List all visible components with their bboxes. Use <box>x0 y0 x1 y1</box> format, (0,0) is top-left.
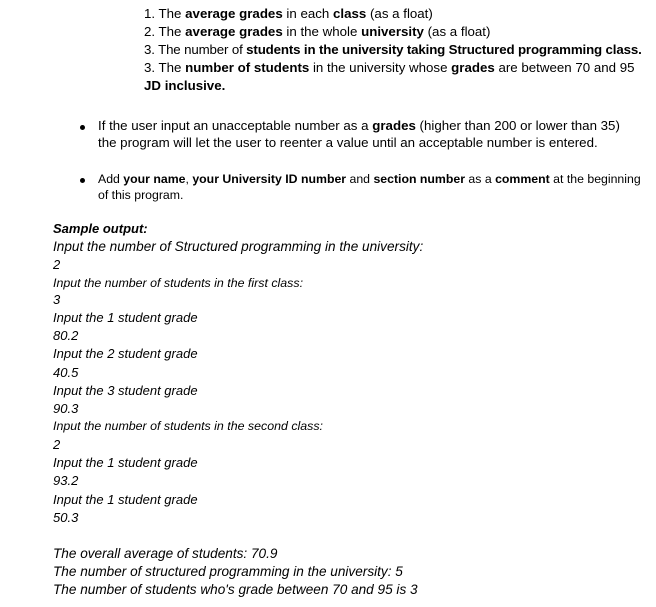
text-run: in the whole <box>282 24 362 39</box>
bold-text-run: your University ID number <box>192 172 347 186</box>
result-grade-range-count: The number of students who's grade between 70 and 95 is 3 <box>53 582 418 597</box>
bold-text-run: average grades <box>185 6 283 21</box>
text-run: 1. The <box>144 6 186 21</box>
text-run: If the user input an unacceptable number as a <box>98 118 373 133</box>
text-run: , <box>185 172 193 186</box>
text-run: and <box>346 172 374 186</box>
numbered-item-4 <box>144 59 635 77</box>
sample-line: 50.3 <box>53 510 79 525</box>
text-run: 2. The <box>144 24 186 39</box>
result-structured-count: The number of structured programming in the university: 5 <box>53 564 403 579</box>
text-run: (as a float) <box>366 6 433 21</box>
sample-line: Input the number of Structured programming in the university: <box>53 239 424 254</box>
bold-text-run: university <box>361 24 424 39</box>
sample-line: Input the number of students in the second class: <box>53 419 324 433</box>
sample-line: 2 <box>53 437 61 452</box>
text-run: 3. The <box>144 60 186 75</box>
sample-line: Input the 1 student grade <box>53 455 198 470</box>
text-run: Add <box>98 172 124 186</box>
text-run: (as a float) <box>423 24 491 39</box>
sample-line: 40.5 <box>53 365 79 380</box>
bullet-dot-icon <box>80 178 85 183</box>
text-run: in the university whose <box>309 60 452 75</box>
numbered-item-1 <box>144 5 433 23</box>
bullet-2-line-2: of this program. <box>98 188 184 202</box>
bullet-1-line-1 <box>98 117 620 135</box>
sample-line: Input the number of students in the first class: <box>53 276 304 290</box>
numbered-item-2 <box>144 23 490 41</box>
sample-output-heading: Sample output: <box>53 221 148 236</box>
text-run: as a <box>465 172 496 186</box>
bold-text-run: your name <box>123 172 186 186</box>
bullet-dot-icon <box>80 125 85 130</box>
text-run: (higher than 200 or lower than 35) <box>415 118 620 133</box>
text-run: at the beginning <box>549 172 641 186</box>
numbered-item-4-continuation: JD inclusive. <box>144 78 226 93</box>
bold-text-run: number of students <box>185 60 310 75</box>
sample-line: Input the 2 student grade <box>53 346 198 361</box>
sample-line: 90.3 <box>53 401 79 416</box>
sample-line: 2 <box>53 257 61 272</box>
bold-text-run: average grades <box>185 24 283 39</box>
sample-line: 93.2 <box>53 473 79 488</box>
sample-line: Input the 1 student grade <box>53 310 198 325</box>
bold-text-run: students in the university taking Structured programming class. <box>246 42 642 57</box>
bullet-2-line-1 <box>98 171 641 188</box>
sample-line: 3 <box>53 292 61 307</box>
sample-line: Input the 3 student grade <box>53 383 198 398</box>
bold-text-run: class <box>333 6 367 21</box>
bullet-1-line-2: the program will let the user to reenter a value until an acceptable number is entered. <box>98 135 598 150</box>
sample-line: 80.2 <box>53 328 79 343</box>
result-overall-average: The overall average of students: 70.9 <box>53 546 278 561</box>
sample-line: Input the 1 student grade <box>53 492 198 507</box>
text-run: in each <box>282 6 334 21</box>
bold-text-run: comment <box>495 172 550 186</box>
bold-text-run: grades <box>451 60 495 75</box>
bold-text-run: grades <box>372 118 416 133</box>
text-run: 3. The number of <box>144 42 247 57</box>
bold-text-run: section number <box>373 172 465 186</box>
text-run: are between 70 and 95 <box>494 60 635 75</box>
numbered-item-3 <box>144 41 642 59</box>
